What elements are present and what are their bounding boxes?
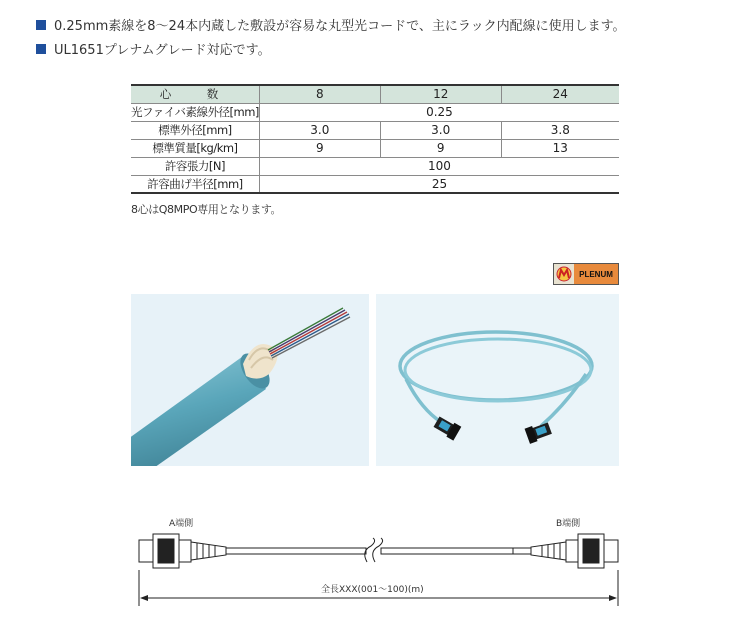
bullet-item [36, 15, 626, 34]
table-cell: 100 [259, 157, 619, 175]
table-note: 8心はQ8MPO専用となります。 [131, 203, 282, 216]
bullet-item [36, 39, 271, 58]
table-cell: 3.0 [259, 121, 380, 139]
table-header-cell: 24 [501, 85, 619, 103]
total-length-label: 全長XXX(001〜100)(m) [319, 582, 426, 595]
table-cell: 9 [380, 139, 501, 157]
plenum-label: PLENUM [574, 264, 618, 284]
row-label: 許容曲げ半径[mm] [131, 175, 259, 193]
m-mark-icon [554, 264, 574, 284]
table-header-cell: 8 [259, 85, 380, 103]
table-row [131, 103, 619, 121]
spec-table [131, 84, 619, 194]
table-row [131, 175, 619, 193]
end-b-label: B端側 [556, 519, 581, 529]
table-header-label: 心 数 [131, 85, 259, 103]
bullet-text: UL1651プレナムグレード対応です。 [54, 43, 271, 58]
plenum-badge [553, 263, 619, 285]
table-cell: 13 [501, 139, 619, 157]
bullet-square-icon [36, 20, 46, 30]
bullet-text: 0.25mm素線を8〜24本内蔵した敷設が容易な丸型光コードで、主にラック内配線に使用します。 [54, 19, 626, 34]
cable-assembly-photo [376, 294, 619, 466]
table-row [131, 157, 619, 175]
table-cell: 9 [259, 139, 380, 157]
row-label: 標準外径[mm] [131, 121, 259, 139]
end-a-label: A端側 [169, 519, 194, 529]
table-cell: 3.8 [501, 121, 619, 139]
cable-dimension-diagram [131, 510, 626, 610]
table-cell: 25 [259, 175, 619, 193]
bullet-square-icon [36, 44, 46, 54]
table-cell: 0.25 [259, 103, 619, 121]
row-label: 許容張力[N] [131, 157, 259, 175]
row-label: 標準質量[kg/km] [131, 139, 259, 157]
cable-cross-section-photo [131, 294, 369, 466]
table-row [131, 139, 619, 157]
table-header-row [131, 85, 619, 103]
table-header-cell: 12 [380, 85, 501, 103]
row-label: 光ファイバ素線外径[mm] [131, 105, 259, 119]
table-cell: 3.0 [380, 121, 501, 139]
table-row [131, 121, 619, 139]
